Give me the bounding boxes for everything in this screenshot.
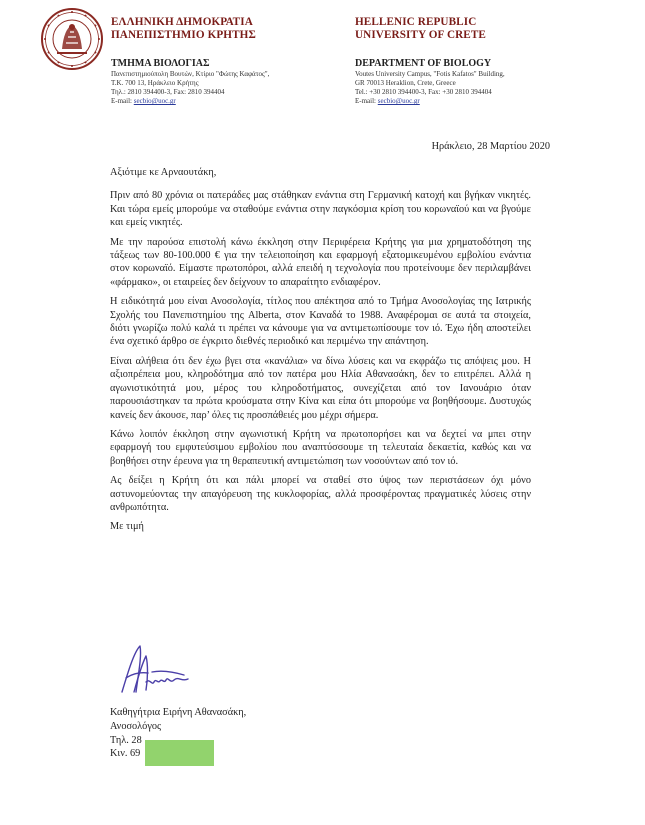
address-line: Τηλ.: 2810 394400-3, Fax: 2810 394404 <box>111 88 225 97</box>
paragraph: Η ειδικότητά μου είναι Ανοσολογία, τίτλος που απέκτησα από το Τμήμα Ανοσολογίας της Ιατρικής Σχολής του Πανεπιστημίου της Alberta, στον Καναδά το 1988. Αναφέρομαι σε αυτά τα στοιχεία, διότι γνωρίζω πολύ καλά τι πρέπει να κάνουμε για να αντιμετωπίσουμε τον ιό. Έχω ήδη αποστείλει ένα σχετικό άρθρο σε έγκριτο διεθνές περιοδικό και περιμένω την απάντηση. <box>110 296 531 348</box>
address-line: Voutes University Campus, "Fotis Kafatos" Building, <box>355 70 505 78</box>
header-right-title-line: UNIVERSITY OF CRETE <box>355 28 486 41</box>
email-link[interactable]: secbio@uoc.gr <box>133 97 176 106</box>
paragraph: Με την παρούσα επιστολή κάνω έκκληση στην Περιφέρεια Κρήτης για μια χρηματοδότηση της τάξεως των 80-100.000 € για την τελειοποίηση και εφαρμογή εξατομικευμένου εμβολίου ενάντια στον κορωναϊό. Είμαστε πρωτοπόροι, αλλά επειδή η τεχνολογία που προτείνουμε δεν περιλαμβάνει «φάρμακο», οι εταιρείες δεν δείχνουν το απαραίτητο ενδιαφέρον. <box>110 236 531 288</box>
address-line: Τ.Κ. 700 13, Ηράκλειο Κρήτης <box>111 79 199 88</box>
header-left-address <box>111 70 269 106</box>
address-line: Tel.: +30 2810 394400-3, Fax: +30 2810 394404 <box>355 88 492 97</box>
paragraph: Κάνω λοιπόν έκκληση στην αγωνιστική Κρήτη να πρωτοπορήσει και να δεχτεί να μπει στην εφαρμογή του εμφυτεύσιμου εμβολίου που αναπτύσσουμε τη τελευταία δεκαετία, καθώς και να βοηθήσει στην έρευνα για τη θεραπευτική αντιμετώπιση των νοσούντων από τον ιό. <box>110 428 531 467</box>
email-line <box>355 97 505 106</box>
signer-title: Ανοσολόγος <box>110 720 162 732</box>
signer-mobile: Κιν. 69 <box>110 748 141 760</box>
header-right-address <box>355 70 505 106</box>
header-right-department: DEPARTMENT OF BIOLOGY <box>355 58 492 69</box>
address-line: Πανεπιστημιούπολη Βουτών, Κτίριο "Φώτης Καφάτος", <box>111 70 270 78</box>
header-right-title <box>355 16 486 41</box>
email-label: E-mail: <box>355 97 376 106</box>
email-line <box>111 97 269 106</box>
header-left-title-line: ΠΑΝΕΠΙΣΤΗΜΙΟ ΚΡΗΤΗΣ <box>111 28 256 41</box>
salutation: Αξιότιμε κε Αρναουτάκη, <box>110 167 217 178</box>
handwritten-signature <box>118 642 192 700</box>
letter-body <box>110 166 531 540</box>
closing: Με τιμή <box>110 521 144 533</box>
header-right-title-line: HELLENIC REPUBLIC <box>355 16 477 28</box>
paragraph: Πριν από 80 χρόνια οι πατεράδες μας στάθηκαν ενάντια στη Γερμανική κατοχή και βγήκαν νικητές. Και τώρα εμείς μπορούμε να σταθούμε ενάντια στην παγκόσμια κρίση του κορωναϊού και να βγούμε και εμείς νικητές. <box>110 190 531 229</box>
email-label: E-mail: <box>111 97 132 106</box>
signer-name: Καθηγήτρια Ειρήνη Αθανασάκη, <box>110 707 247 718</box>
email-link[interactable]: secbio@uoc.gr <box>377 97 420 106</box>
signer-phone: Τηλ. 28 <box>110 734 142 746</box>
paragraph: Είναι αλήθεια ότι δεν έχω βγει στα «κανάλια» να δίνω λύσεις και να εκφράζω τις απόψεις μου. Η αξιοπρέπεια μου, κληροδότημα από τον πατέρα μου Ηλία Αθανασάκη, δεν το επιτρέπει. Αλλά η αγωνιστικότητά μου, μέρος του κληροδοτήματος, συνεχίζεται από τον Ιανουάριο όταν παρουσιάστηκαν τα πρώτα κρούσματα στην Κίνα και είπα ότι μπορούμε να βοηθήσουμε. Δυστυχώς κανείς δεν άκουσε, παρ’ όλες τις προσπάθειές μου μέχρι σήμερα. <box>110 355 531 421</box>
header-left-title-line: ΕΛΛΗΝΙΚΗ ΔΗΜΟΚΡΑΤΙΑ <box>111 16 253 28</box>
header-left-department: ΤΜΗΜΑ ΒΙΟΛΟΓΙΑΣ <box>111 58 210 69</box>
address-line: GR 70013 Heraklion, Crete, Greece <box>355 79 456 88</box>
university-seal-icon <box>40 7 104 71</box>
letter-date: Ηράκλειο, 28 Μαρτίου 2020 <box>431 141 550 152</box>
paragraph: Ας δείξει η Κρήτη ότι και πάλι μπορεί να σταθεί στο ύψος των περιστάσεων όχι μόνο αστυνομεύοντας την απαγόρευση της κυκλοφορίας, αλλά προσφέροντας πραγματικές λύσεις στην ανθρωπότητα. <box>110 475 531 513</box>
header-left-title <box>111 16 256 41</box>
redaction-box <box>145 740 214 766</box>
